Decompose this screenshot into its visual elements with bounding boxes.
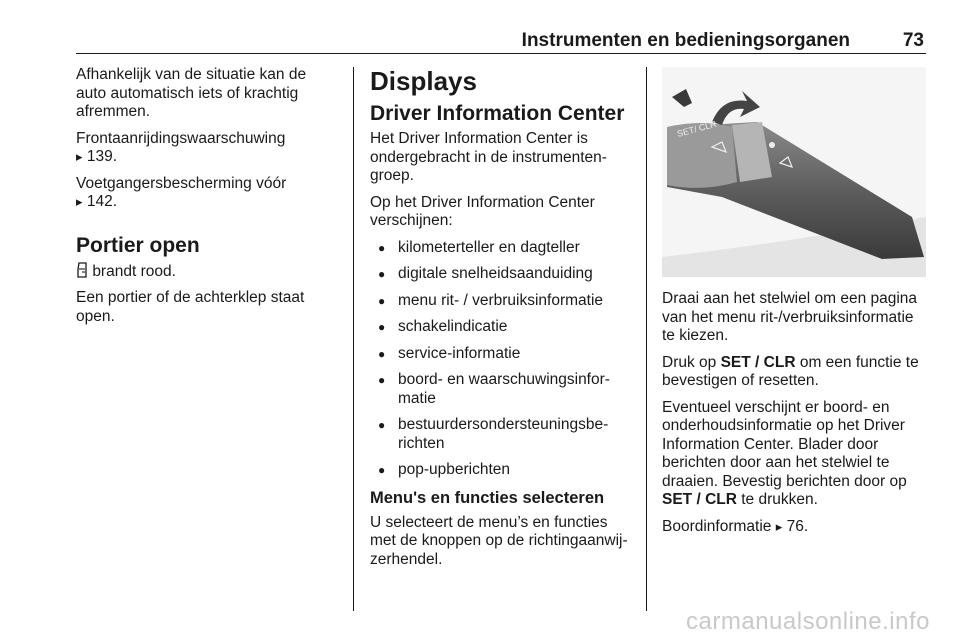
turn-signal-lever-illustration [662, 67, 926, 277]
page-header-title: Instrumenten en bedieningsorganen [521, 30, 850, 51]
header-rule [76, 53, 926, 54]
door-open-icon [76, 262, 88, 278]
watermark: carmanualsonline.info [686, 608, 930, 635]
crossref-page: 76. [786, 517, 809, 535]
section-title-displays: Displays [370, 66, 477, 96]
crossref-board-info[interactable] [662, 518, 928, 537]
door-icon-paragraph [76, 262, 338, 282]
list-item: ● boord- en waarschuwingsinformatie [370, 371, 632, 408]
crossref-page: 139. [86, 148, 118, 165]
text-fragment: Druk op [662, 353, 721, 371]
paragraph-rotate-wheel: Draai aan het stelwiel om een pagina van het menu rit-/verbruiksinformatie te kiezen. [662, 290, 918, 344]
crossref-label: Frontaanrijdingswaarschuwing [76, 129, 286, 147]
paragraph-press-set-clr [662, 354, 928, 391]
list-item: ● bestuurdersondersteuningsberichten [370, 416, 632, 453]
column-divider-left [353, 67, 354, 611]
crossref-collision-warning[interactable] [76, 130, 338, 167]
set-clr-label: SET / CLR [662, 491, 737, 508]
reference-arrow-icon: ▸ [775, 518, 783, 534]
crossref-label: Voetgangersbescherming vóór [76, 174, 287, 192]
crossref-pedestrian-protection[interactable] [76, 175, 338, 212]
dic-feature-list [370, 239, 632, 480]
paragraph-service-info [662, 399, 928, 510]
paragraph-dic-shows: Op het Driver Information Center verschijnen: [370, 193, 595, 229]
column-2 [370, 66, 632, 577]
list-item: ● kilometerteller en dagteller [370, 239, 632, 258]
list-item: ● digitale snelheidsaanduiding [370, 265, 632, 284]
reference-arrow-icon: ▸ [76, 194, 83, 209]
list-item: ● menu rit- / verbruiksinformatie [370, 292, 632, 311]
text-fragment: om een functie te bevestigen of resetten. [662, 353, 919, 389]
column-1 [76, 66, 338, 334]
section-subtitle-dic: Driver Information Center [370, 102, 625, 125]
set-clr-label: SET / CLR [720, 353, 796, 371]
crossref-page: 142. [86, 193, 118, 210]
column-divider-right [646, 67, 647, 611]
list-item: ● schakelindicatie [370, 318, 632, 337]
paragraph-door-open: Een portier of de achterklep staat open. [76, 289, 305, 325]
door-icon-text: brandt rood. [92, 262, 176, 280]
text-fragment: Eventueel verschijnt er boord- en onderhoudsinformatie op het Driver Information Center. Blader door berichten door aan het stelwiel te draaien. Bevestig berichten door op [662, 398, 907, 490]
paragraph-braking: Afhankelijk van de situatie kan de auto automatisch iets of krachtig afremmen. [76, 66, 307, 120]
subheading-select-menus: Menu's en functies selecteren [370, 488, 605, 507]
text-fragment: te drukken. [736, 491, 818, 508]
crossref-label: Boordinformatie [662, 517, 772, 535]
list-item: ● pop-upberichten [370, 461, 632, 480]
lever-label-set-clr: SET/ CLR [675, 118, 718, 139]
page-number: 73 [902, 30, 924, 51]
paragraph-dic-intro: Het Driver Information Center is ondergebracht in de instrumentengroep. [370, 130, 607, 184]
list-item: ● service-informatie [370, 345, 632, 364]
column-3 [662, 290, 928, 544]
section-heading-door-open: Portier open [76, 233, 200, 257]
paragraph-select-menus: U selecteert de menu’s en functies met de knoppen op de richtingaanwijzerhendel. [370, 513, 628, 568]
reference-arrow-icon: ▸ [76, 149, 83, 164]
